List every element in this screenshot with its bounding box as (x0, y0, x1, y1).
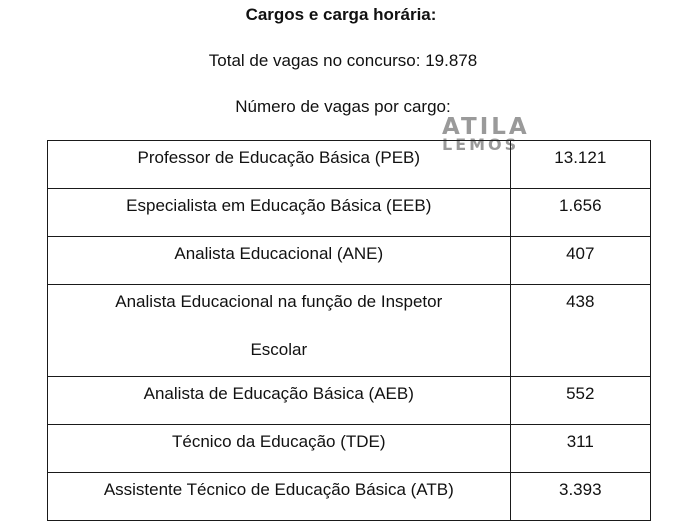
table-row (48, 377, 651, 425)
page-title: Cargos e carga horária: (245, 5, 437, 24)
watermark-line1: ATILA (442, 114, 530, 140)
vagas-cell: 552 (510, 377, 650, 425)
table-row (48, 189, 651, 237)
cargo-label: Especialista em Educação Básica (EEB) (126, 196, 432, 215)
cargo-cell (48, 425, 511, 473)
cargo-cell (48, 285, 511, 377)
table-row (48, 237, 651, 285)
total-vagas-text: Total de vagas no concurso: 19.878 (208, 51, 478, 70)
watermark-line2: LEMOS (442, 135, 520, 154)
cargo-cell (48, 473, 511, 521)
cargo-label: Assistente Técnico de Educação Básica (ATB) (103, 480, 454, 499)
cargo-cell (48, 189, 511, 237)
vagas-cell: 3.393 (510, 473, 650, 521)
vagas-cell: 13.121 (510, 141, 650, 189)
vagas-por-cargo-text: Número de vagas por cargo: (235, 97, 451, 116)
table-row (48, 141, 651, 189)
table-row (48, 425, 651, 473)
vagas-table (47, 140, 651, 521)
vagas-cell: 1.656 (510, 189, 650, 237)
table-row (48, 473, 651, 521)
cargo-cell (48, 237, 511, 285)
cargo-label: Analista Educacional (ANE) (174, 244, 384, 263)
cargo-label: Professor de Educação Básica (PEB) (137, 148, 421, 167)
cargo-label: Analista de Educação Básica (AEB) (143, 384, 414, 403)
cargo-label-line2: Escolar (250, 340, 308, 359)
cargo-label-line1: Analista Educacional na função de Inspetor (115, 292, 443, 311)
cargo-label: Técnico da Educação (TDE) (172, 432, 386, 451)
cargo-cell (48, 377, 511, 425)
table-row (48, 285, 651, 377)
vagas-cell: 311 (510, 425, 650, 473)
cargo-cell (48, 141, 511, 189)
vagas-cell: 407 (510, 237, 650, 285)
vagas-cell: 438 (510, 285, 650, 377)
